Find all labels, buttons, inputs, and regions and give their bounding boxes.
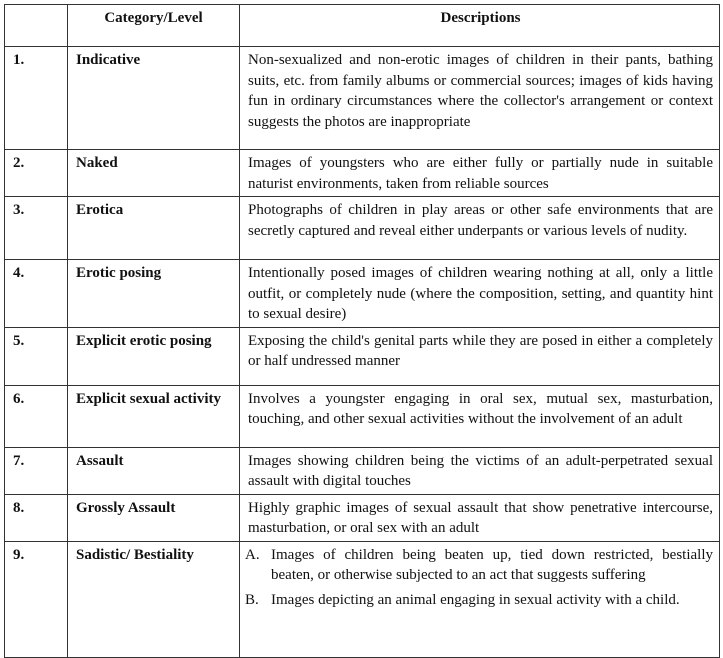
header-row bbox=[5, 5, 720, 47]
table-row bbox=[5, 447, 720, 494]
row-description: Intentionally posed images of children wearing nothing at all, only a little outfit, or completely nude (where the composition, setting, and quantity hint to sexual desire) bbox=[240, 260, 720, 328]
table-header bbox=[5, 5, 720, 47]
row-number: 5. bbox=[5, 327, 68, 385]
row-category: Sadistic/ Bestiality bbox=[68, 541, 240, 657]
row-number: 8. bbox=[5, 494, 68, 541]
table-row bbox=[5, 260, 720, 328]
row-description: Highly graphic images of sexual assault that show penetrative intercourse, masturbation, or oral sex with an adult bbox=[240, 494, 720, 541]
table-body bbox=[5, 47, 720, 658]
header-descriptions: Descriptions bbox=[240, 5, 720, 47]
row-category: Grossly Assault bbox=[68, 494, 240, 541]
row-category: Indicative bbox=[68, 47, 240, 150]
table-row bbox=[5, 150, 720, 197]
row-number: 7. bbox=[5, 447, 68, 494]
row-description-list bbox=[240, 541, 720, 657]
row-number: 1. bbox=[5, 47, 68, 150]
row-category: Erotica bbox=[68, 197, 240, 260]
sub-item-text: Images of children being beaten up, tied down restricted, bestially beaten, or otherwise subjected to an act that suggests suffering bbox=[271, 546, 713, 583]
row-category: Naked bbox=[68, 150, 240, 197]
table-row bbox=[5, 47, 720, 150]
sub-item-marker: A. bbox=[245, 546, 260, 563]
table-row bbox=[5, 494, 720, 541]
row-category: Explicit erotic posing bbox=[68, 327, 240, 385]
sub-item bbox=[245, 590, 713, 611]
table-row bbox=[5, 541, 720, 657]
row-description: Involves a youngster engaging in oral sex, mutual sex, masturbation, touching, and other sexual activities without the involvement of an adult bbox=[240, 385, 720, 447]
row-category: Explicit sexual activity bbox=[68, 385, 240, 447]
row-number: 6. bbox=[5, 385, 68, 447]
row-description: Photographs of children in play areas or other safe environments that are secretly captured and reveal either underpants or various levels of nudity. bbox=[240, 197, 720, 260]
category-table bbox=[4, 4, 720, 658]
row-number: 2. bbox=[5, 150, 68, 197]
header-category: Category/Level bbox=[68, 5, 240, 47]
row-description: Exposing the child's genital parts while they are posed in either a completely or half undressed manner bbox=[240, 327, 720, 385]
table-row bbox=[5, 327, 720, 385]
row-category: Assault bbox=[68, 447, 240, 494]
sub-item-text: Images depicting an animal engaging in sexual activity with a child. bbox=[271, 591, 680, 608]
table-row bbox=[5, 385, 720, 447]
row-number: 4. bbox=[5, 260, 68, 328]
row-number: 9. bbox=[5, 541, 68, 657]
sub-item-list bbox=[245, 545, 713, 611]
header-number bbox=[5, 5, 68, 47]
row-description: Images showing children being the victims of an adult-perpetrated sexual assault with digital touches bbox=[240, 447, 720, 494]
row-category: Erotic posing bbox=[68, 260, 240, 328]
sub-item-marker: B. bbox=[245, 591, 259, 608]
row-number: 3. bbox=[5, 197, 68, 260]
table-row bbox=[5, 197, 720, 260]
row-description: Non-sexualized and non-erotic images of children in their pants, bathing suits, etc. from family albums or commercial sources; images of kids having fun in ordinary circumstances where the collector's arrangement or context suggests the photos are inappropriate bbox=[240, 47, 720, 150]
row-description: Images of youngsters who are either fully or partially nude in suitable naturist environments, taken from reliable sources bbox=[240, 150, 720, 197]
sub-item bbox=[245, 545, 713, 586]
